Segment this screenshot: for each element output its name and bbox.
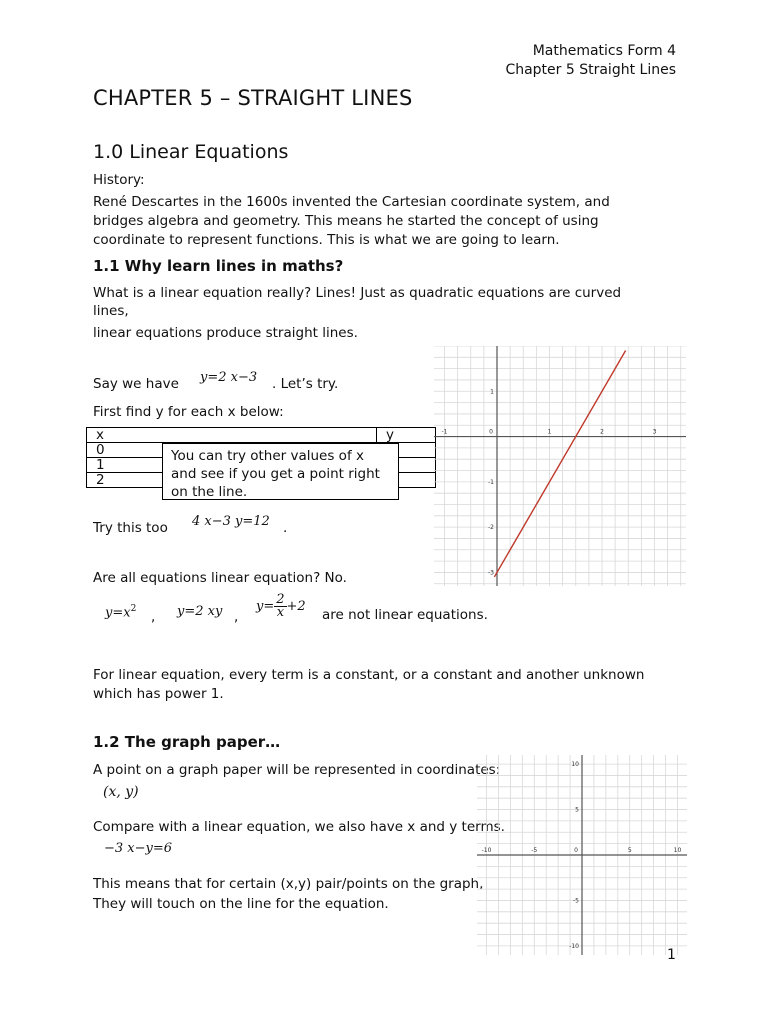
graph-line-y-2x-3 [434, 346, 686, 586]
y-tick-label: 5 [575, 806, 579, 814]
equation-y-2xy: y=2 xy [177, 604, 223, 619]
eq3-fraction [274, 594, 286, 619]
para-linear-lines: linear equations produce straight lines. [93, 325, 358, 341]
data-line [494, 351, 625, 577]
graph-paper-grid [477, 755, 687, 955]
eq1-exponent: 2 [130, 604, 137, 614]
history-text-2: bridges algebra and geometry. This means he started the concept of using [93, 213, 599, 229]
eq3-numerator: 2 [276, 592, 285, 607]
definition-line-2: which has power 1. [93, 686, 224, 702]
try-period: . [283, 520, 288, 536]
y-tick-label: -2 [488, 524, 494, 532]
section-1-2-heading: 1.2 The graph paper… [93, 733, 281, 751]
y-tick-label: 1 [490, 388, 494, 396]
history-text-1: René Descartes in the 1600s invented the Cartesian coordinate system, and [93, 194, 610, 210]
x-tick-label: 10 [673, 847, 682, 854]
table-cell-x: 0 [87, 443, 377, 458]
equation-y-x-squared [105, 604, 136, 620]
try-this-too-label: Try this too [93, 520, 168, 536]
callout-line-3: on the line. [171, 484, 248, 500]
table-cell-x: 1 [87, 458, 377, 473]
compare-text: Compare with a linear equation, we also have x and y terms. [93, 819, 505, 835]
x-tick-label: -10 [481, 847, 492, 854]
find-y-instruction: First find y for each x below: [93, 404, 284, 420]
page-number: 1 [667, 947, 676, 963]
eq3-lhs: y= [256, 599, 275, 614]
x-tick-label: 0 [489, 428, 493, 436]
x-tick-label: 3 [652, 428, 657, 436]
equation-minus3x-y-6: −3 x−y=6 [104, 841, 173, 856]
eq3-rhs: +2 [286, 599, 306, 614]
callout-line-1: You can try other values of x [171, 448, 364, 464]
eq1-base: y=x [105, 605, 131, 621]
y-tick-label: 10 [571, 761, 579, 769]
definition-line-1: For linear equation, every term is a constant, or a constant and another unknown [93, 667, 645, 683]
history-text-3: coordinate to represent functions. This is what we are going to learn. [93, 232, 560, 248]
equation-y-2x-3: y=2 x−3 [200, 370, 258, 385]
callout-box [162, 443, 399, 500]
callout-line-2: and see if you get a point right [171, 466, 380, 482]
equation-y-2-over-x [256, 594, 306, 619]
x-tick-label: -1 [441, 428, 448, 436]
table-header-row [87, 428, 436, 443]
point-coordinates-text: A point on a graph paper will be represented in coordinates: [93, 762, 501, 778]
say-we-have-label: Say we have [93, 376, 179, 392]
lets-try-text: . Let’s try. [272, 376, 339, 392]
comma-2: , [234, 609, 239, 625]
not-linear-text: are not linear equations. [322, 607, 488, 623]
para-what-is-1: What is a linear equation really? Lines! Just as quadratic equations are curved [93, 285, 622, 301]
header-line-2: Chapter 5 Straight Lines [505, 62, 676, 78]
table-header-x: x [87, 428, 377, 443]
history-label: History: [93, 172, 145, 188]
x-tick-label: -5 [531, 847, 538, 854]
x-tick-label: 2 [600, 428, 604, 436]
coordinate-xy: (x, y) [103, 784, 139, 800]
x-tick-label: 0 [574, 847, 578, 854]
all-equations-question: Are all equations linear equation? No. [93, 570, 347, 586]
x-tick-label: 5 [627, 847, 632, 854]
x-tick-label: 1 [547, 428, 552, 436]
y-tick-label: -1 [488, 478, 494, 486]
chapter-title: CHAPTER 5 – STRAIGHT LINES [93, 86, 413, 110]
table-header-y: y [377, 428, 436, 443]
header-line-1: Mathematics Form 4 [532, 43, 676, 59]
comma-1: , [151, 609, 156, 625]
section-1-0-heading: 1.0 Linear Equations [93, 141, 289, 163]
equation-4x-3y-12: 4 x−3 y=12 [192, 514, 270, 529]
eq3-denominator: x [276, 605, 285, 620]
para-what-is-2: lines, [93, 303, 129, 319]
section-1-1-heading: 1.1 Why learn lines in maths? [93, 257, 344, 275]
y-tick-label: -3 [488, 569, 494, 577]
touch-line-text: They will touch on the line for the equation. [93, 896, 389, 912]
certain-pairs-text: This means that for certain (x,y) pair/points on the graph, [93, 876, 484, 892]
y-tick-label: -10 [569, 942, 579, 950]
table-cell-x: 2 [87, 473, 377, 488]
y-tick-label: -5 [573, 897, 579, 905]
